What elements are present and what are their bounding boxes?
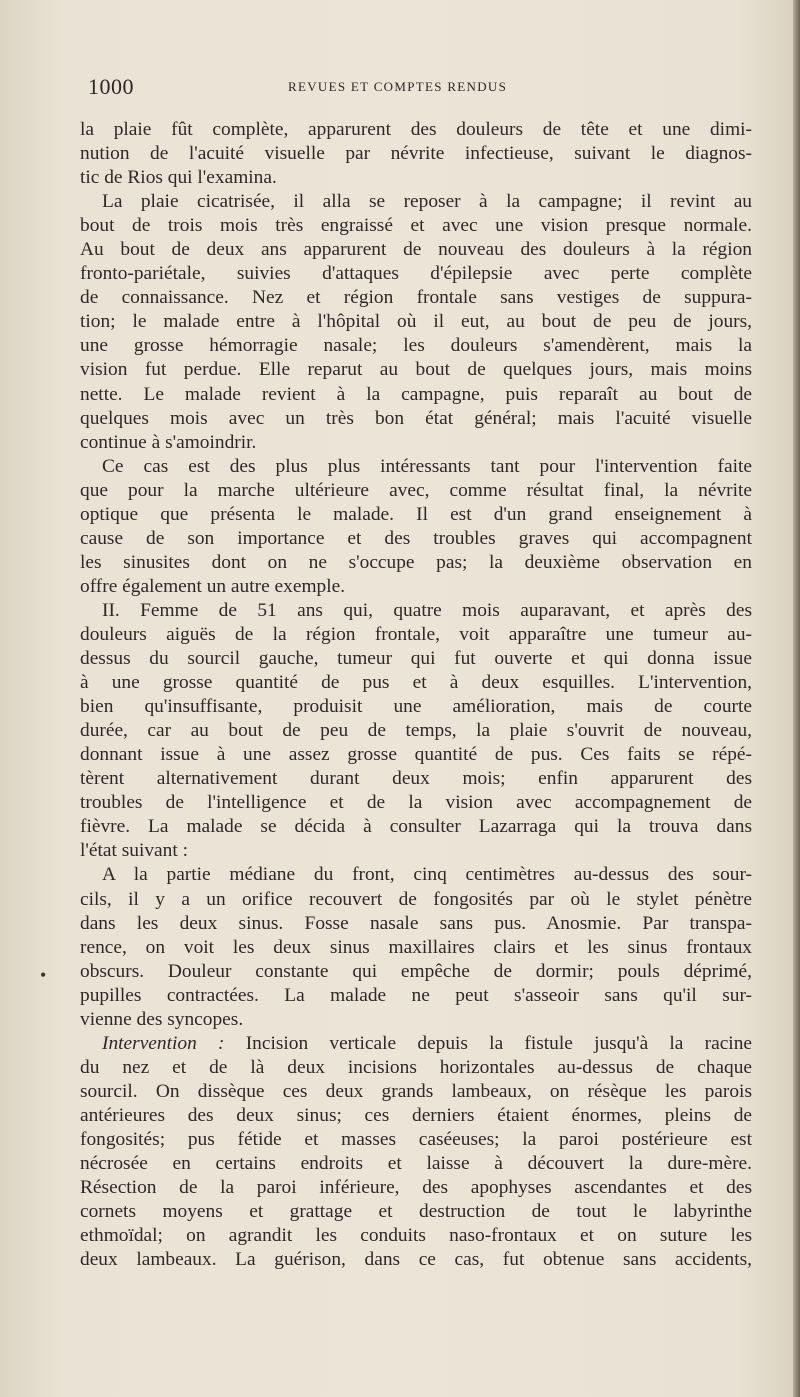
- text-line: A la partie médiane du front, cinq centimètres au-dessus des sour-: [102, 864, 752, 886]
- text-line: cornets moyens et grattage et destruction de tout le labyrinthe: [80, 1201, 752, 1223]
- text-line: à une grosse quantité de pus et à deux esquilles. L'intervention,: [80, 672, 752, 694]
- text-line: tic de Rios qui l'examina.: [80, 167, 277, 189]
- intervention-label: Intervention :: [102, 1032, 225, 1054]
- text-line: rence, on voit les deux sinus maxillaires clairs et les sinus frontaux: [80, 936, 752, 958]
- text-line: cils, il y a un orifice recouvert de fongosités par où le stylet pénètre: [80, 888, 752, 910]
- text-line: antérieures des deux sinus; ces derniers étaient énormes, pleins de: [80, 1104, 752, 1126]
- text-line: ethmoïdal; on agrandit les conduits naso-frontaux et on suture les: [80, 1225, 752, 1247]
- text-line: bien qu'insuffisante, produisit une amélioration, mais de courte: [80, 696, 752, 718]
- text-line: Résection de la paroi inférieure, des apophyses ascendantes et des: [80, 1177, 752, 1199]
- text-line: douleurs aiguës de la région frontale, voit apparaître une tumeur au-: [80, 623, 752, 645]
- text-line: II. Femme de 51 ans qui, quatre mois auparavant, et après des: [102, 599, 752, 621]
- text-line: fronto-pariétale, suivies d'attaques d'épilepsie avec perte complète: [80, 263, 752, 285]
- text-line: sourcil. On dissèque ces deux grands lambeaux, on résèque les parois: [80, 1080, 752, 1102]
- text-line: offre également un autre exemple.: [80, 575, 346, 597]
- text-line: obscurs. Douleur constante qui empêche de dormir; pouls déprimé,: [80, 960, 752, 982]
- text-line: l'état suivant :: [80, 840, 188, 862]
- text-line: Au bout de deux ans apparurent de nouveau des douleurs à la région: [80, 239, 752, 261]
- text-line: deux lambeaux. La guérison, dans ce cas, fut obtenue sans accidents,: [80, 1249, 752, 1271]
- text-line: bout de trois mois très engraissé et avec une vision presque normale.: [80, 215, 752, 237]
- text-line: du nez et de là deux incisions horizontales au-dessus de chaque: [80, 1056, 752, 1078]
- text-line: optique que présenta le malade. Il est d'un grand enseignement à: [80, 503, 752, 525]
- text-line: quelques mois avec un très bon état général; mais l'acuité visuelle: [80, 407, 752, 429]
- text-line: une grosse hémorragie nasale; les douleurs s'amendèrent, mais la: [80, 335, 752, 357]
- text-line: nette. Le malade revient à la campagne, puis reparaît au bout de: [80, 383, 752, 405]
- running-head: REVUES ET COMPTES RENDUS: [288, 79, 508, 94]
- text-line: nution de l'acuité visuelle par névrite infectieuse, suivant le diagnos-: [80, 143, 752, 165]
- text-line: de connaissance. Nez et région frontale sans vestiges de suppura-: [80, 287, 752, 309]
- text-line: dans les deux sinus. Fosse nasale sans pus. Anosmie. Par transpa-: [80, 912, 752, 934]
- text-line: troubles de l'intelligence et de la vision avec accompagnement de: [80, 792, 752, 814]
- page-edge-shadow: [793, 0, 800, 1397]
- text-line: Ce cas est des plus plus intéressants tant pour l'intervention faite: [102, 455, 752, 477]
- text-line: pupilles contractées. La malade ne peut s'asseoir sans qu'il sur-: [80, 984, 752, 1006]
- page-number: 1000: [88, 74, 134, 99]
- page-header: [88, 74, 748, 104]
- margin-mark: •: [40, 965, 47, 985]
- text-line: La plaie cicatrisée, il alla se reposer à la campagne; il revint au: [102, 191, 752, 213]
- text-line: dessus du sourcil gauche, tumeur qui fut ouverte et qui donna issue: [80, 648, 752, 670]
- text-line: cause de son importance et des troubles graves qui accompagnent: [80, 527, 752, 549]
- text-line: donnant issue à une assez grosse quantité de pus. Ces faits se répé-: [80, 744, 752, 766]
- text-line: fongosités; pus fétide et masses caséeuses; la paroi postérieure est: [80, 1128, 752, 1150]
- text-line: nécrosée en certains endroits et laisse à découvert la dure-mère.: [80, 1153, 752, 1175]
- text-line: fièvre. La malade se décida à consulter Lazarraga qui la trouva dans: [80, 816, 752, 838]
- text-line: la plaie fût complète, apparurent des douleurs de tête et une dimi-: [80, 119, 752, 140]
- text-line-intervention: [80, 1032, 752, 1056]
- text-line: durée, car au bout de peu de temps, la plaie s'ouvrit de nouveau,: [80, 720, 752, 742]
- text-line: vienne des syncopes.: [80, 1008, 244, 1030]
- text-line: tion; le malade entre à l'hôpital où il eut, au bout de peu de jours,: [80, 311, 752, 333]
- text-line: continue à s'amoindrir.: [80, 431, 257, 453]
- text-line: les sinusites dont on ne s'occupe pas; la deuxième observation en: [80, 551, 752, 573]
- text-line: vision fut perdue. Elle reparut au bout de quelques jours, mais moins: [80, 359, 752, 381]
- text-line: tèrent alternativement durant deux mois; enfin apparurent des: [80, 768, 752, 790]
- body-text: [80, 118, 752, 1272]
- text-line: que pour la marche ultérieure avec, comme résultat final, la névrite: [80, 479, 752, 501]
- intervention-text: Incision verticale depuis la fistule jusqu'à la racine: [245, 1032, 752, 1054]
